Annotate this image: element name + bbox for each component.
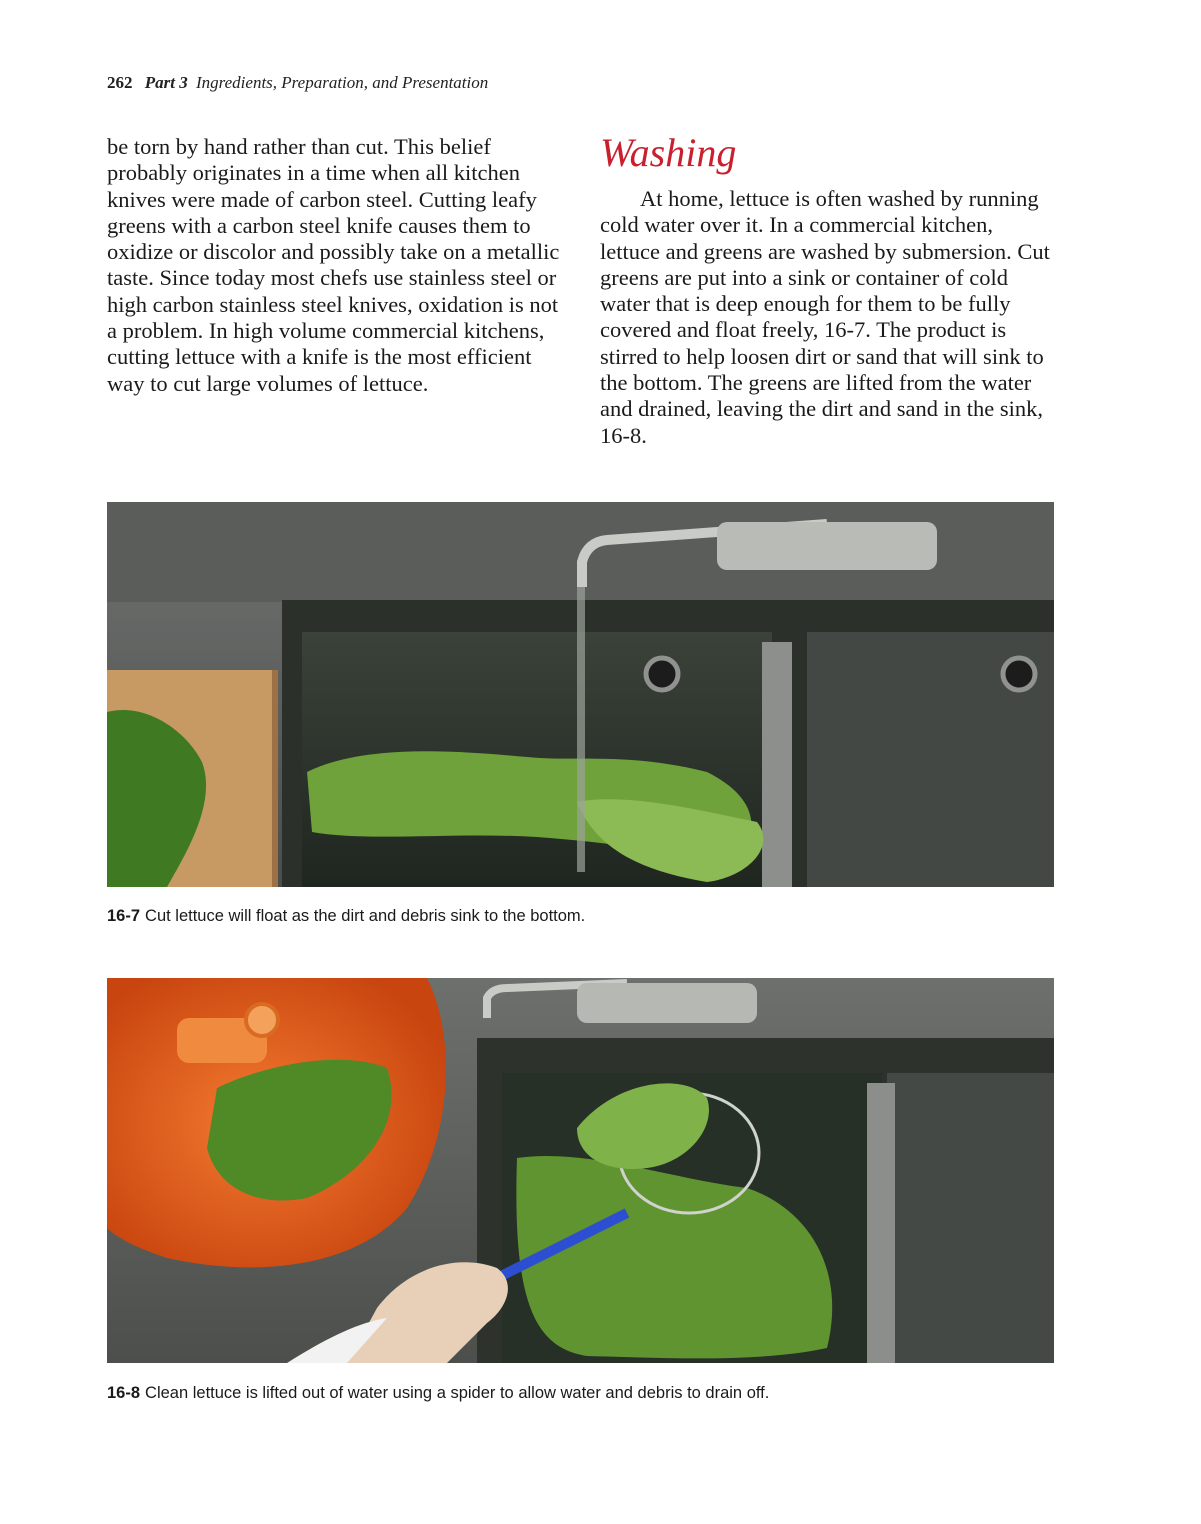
page-number: 262 [107,73,133,92]
spider-photo-illustration [107,978,1054,1363]
running-head [107,73,488,93]
sink-photo-illustration [107,502,1054,887]
figure-caption-text: Clean lettuce is lifted out of water using a spider to allow water and debris to drain off. [145,1384,770,1402]
figure-number: 16-7 [107,907,141,925]
left-column [107,134,562,397]
running-head-title: Ingredients, Preparation, and Presentation [195,73,489,92]
figure-number: 16-8 [107,1384,141,1402]
figure-caption-text: Cut lettuce will float as the dirt and debris sink to the bottom. [145,907,586,925]
figure-16-8-photo [107,978,1054,1363]
figure-16-7-photo [107,502,1054,887]
part-label: Part 3 [144,73,188,92]
right-column-paragraph: At home, lettuce is often washed by running cold water over it. In a commercial kitchen, lettuce and greens are washed by submersion. Cut greens are put into a sink or container of cold water that is deep enough for them to be fully covered and float freely, 16-7. The product is stirred to help loosen dirt or sand that will sink to the bottom. The greens are lifted from the water and drained, leaving the dirt and sand in the sink, 16-8. [600,186,1050,448]
figure-16-8-caption [107,1384,769,1403]
right-column [600,130,1055,449]
section-heading: Washing [600,130,737,175]
left-column-paragraph: be torn by hand rather than cut. This belief probably originates in a time when all kitchen knives were made of carbon steel. Cutting leafy greens with a carbon steel knife causes them to oxidize or discolor and possibly take on a metallic taste. Since today most chefs use stainless steel or high carbon stainless steel knives, oxidation is not a problem. In high volume commercial kitchens, cutting lettuce with a knife is the most efficient way to cut large volumes of lettuce. [107,134,560,396]
figure-16-7-caption [107,907,585,926]
